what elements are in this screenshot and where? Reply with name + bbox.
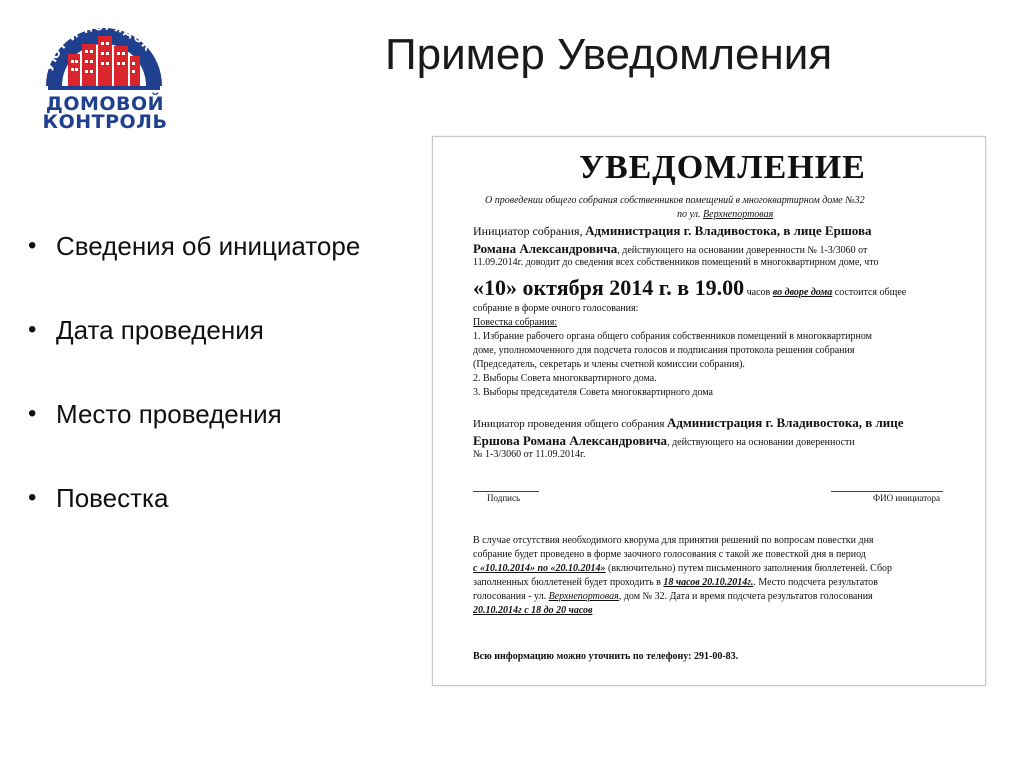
- init2-org: Администрация г. Владивостока, в лице: [666, 415, 904, 430]
- street-prefix: по ул.: [677, 209, 701, 220]
- notice-line3: 11.09.2014г. доводит до сведения всех собственников помещений в многоквартирном доме, что: [473, 257, 879, 268]
- quorum-line5: [473, 591, 943, 602]
- phone-info: Всю информацию можно уточнить по телефону: 291-00-83.: [473, 651, 739, 662]
- agenda-label: Повестка собрания:: [473, 317, 558, 328]
- name-line: [831, 491, 943, 492]
- agenda-item3: 3. Выборы председателя Совета многоквартирного дома: [473, 387, 713, 398]
- bullet-list: [28, 230, 360, 566]
- bullet-agenda: • Повестка: [28, 482, 360, 566]
- initiator-name: Романа Александровича: [473, 241, 618, 256]
- quorum-period-rest: (включительно) путем письменного заполнения бюллетеней. Сбор: [605, 563, 893, 574]
- quorum-line4: [473, 577, 943, 588]
- agenda-item1-line2: доме, уполномоченного для подсчета голосов и подписания протокола решения собрания: [473, 345, 855, 356]
- quorum-period: с «10.10.2014» по «20.10.2014»: [473, 563, 606, 574]
- count-time: 20.10.2014г с 18 до 20 часов: [473, 605, 593, 616]
- initiator-rest: , действующего на основании доверенности № 1-3/3060 от: [617, 245, 868, 256]
- meeting-place: во дворе дома: [772, 287, 833, 298]
- notice-title: УВЕДОМЛЕНИЕ: [579, 149, 866, 186]
- initiator-prefix: Инициатор собрания,: [473, 224, 583, 238]
- quorum-collect-time: 18 часов 20.10.2014г.: [663, 577, 754, 588]
- logo-text-line1: ДОМОВОЙ: [45, 93, 165, 115]
- init2-rest: , действующего на основании доверенности: [667, 437, 855, 448]
- notice-subtitle: О проведении общего собрания собственников помещений в многоквартирном доме №32: [485, 195, 865, 206]
- quorum-line2: собрание будет проведено в форме заочного голосования с такой же повесткой дня в период: [473, 549, 866, 560]
- logo: [38, 14, 168, 134]
- quorum-collect-rest: . Место подсчета результатов: [753, 577, 878, 588]
- agenda-item1-line3: (Председатель, секретарь и члены счетной комиссии собрания).: [473, 359, 745, 370]
- initiator-line1: [473, 223, 943, 239]
- bullet-initiator: • Сведения об инициаторе: [28, 230, 360, 314]
- notice-subtitle-street: [677, 209, 773, 220]
- init2-prefix: Инициатор проведения общего собрания: [473, 418, 665, 430]
- count-place-rest: , дом № 32. Дата и время подсчета результатов голосования: [618, 591, 873, 602]
- notice-line5: собрание в форме очного голосования:: [473, 303, 639, 314]
- quorum-collect: заполненных бюллетеней будет проходить в: [473, 577, 664, 588]
- count-place-prefix: голосования - ул.: [473, 591, 549, 602]
- quorum-line3: [473, 563, 943, 574]
- meeting-date: «10» октября 2014 г. в 19.00: [473, 275, 745, 300]
- signature-label: Подпись: [487, 493, 521, 503]
- agenda-item1-line1: 1. Избрание рабочего органа общего собрания собственников помещений в многоквартирном: [473, 331, 873, 342]
- name-label: ФИО инициатора: [873, 493, 941, 503]
- agenda-item2: 2. Выборы Совета многоквартирного дома.: [473, 373, 657, 384]
- initiator2-line2: [473, 433, 943, 449]
- logo-arc-text: УЮТ И ПОРЯДОК: [43, 19, 155, 74]
- bullet-date: • Дата проведения: [28, 314, 360, 398]
- initiator2-line3: № 1-3/3060 от 11.09.2014г.: [473, 449, 586, 460]
- signature-line: [473, 491, 539, 492]
- bullet-place: • Место проведения: [28, 398, 360, 482]
- logo-emblem: [38, 14, 168, 96]
- meeting-hours: часов: [746, 287, 771, 298]
- initiator2-line1: [473, 415, 943, 431]
- meeting-rest: состоится общее: [834, 287, 907, 298]
- meeting-date-line: [473, 275, 906, 301]
- quorum-line1: В случае отсутствия необходимого кворума для принятия решений по вопросам повестки дня: [473, 535, 874, 546]
- slide-title: Пример Уведомления: [385, 30, 833, 79]
- initiator-org: Администрация г. Владивостока, в лице Ершова: [585, 223, 872, 238]
- init2-name: Ершова Романа Александровича: [473, 433, 668, 448]
- logo-text-line2: КОНТРОЛЬ: [42, 111, 168, 133]
- street-name: Верхнепортовая: [703, 209, 774, 220]
- count-place-street: Верхнепортовая: [548, 591, 619, 602]
- notice-document: [432, 136, 986, 686]
- initiator-line2: [473, 241, 943, 257]
